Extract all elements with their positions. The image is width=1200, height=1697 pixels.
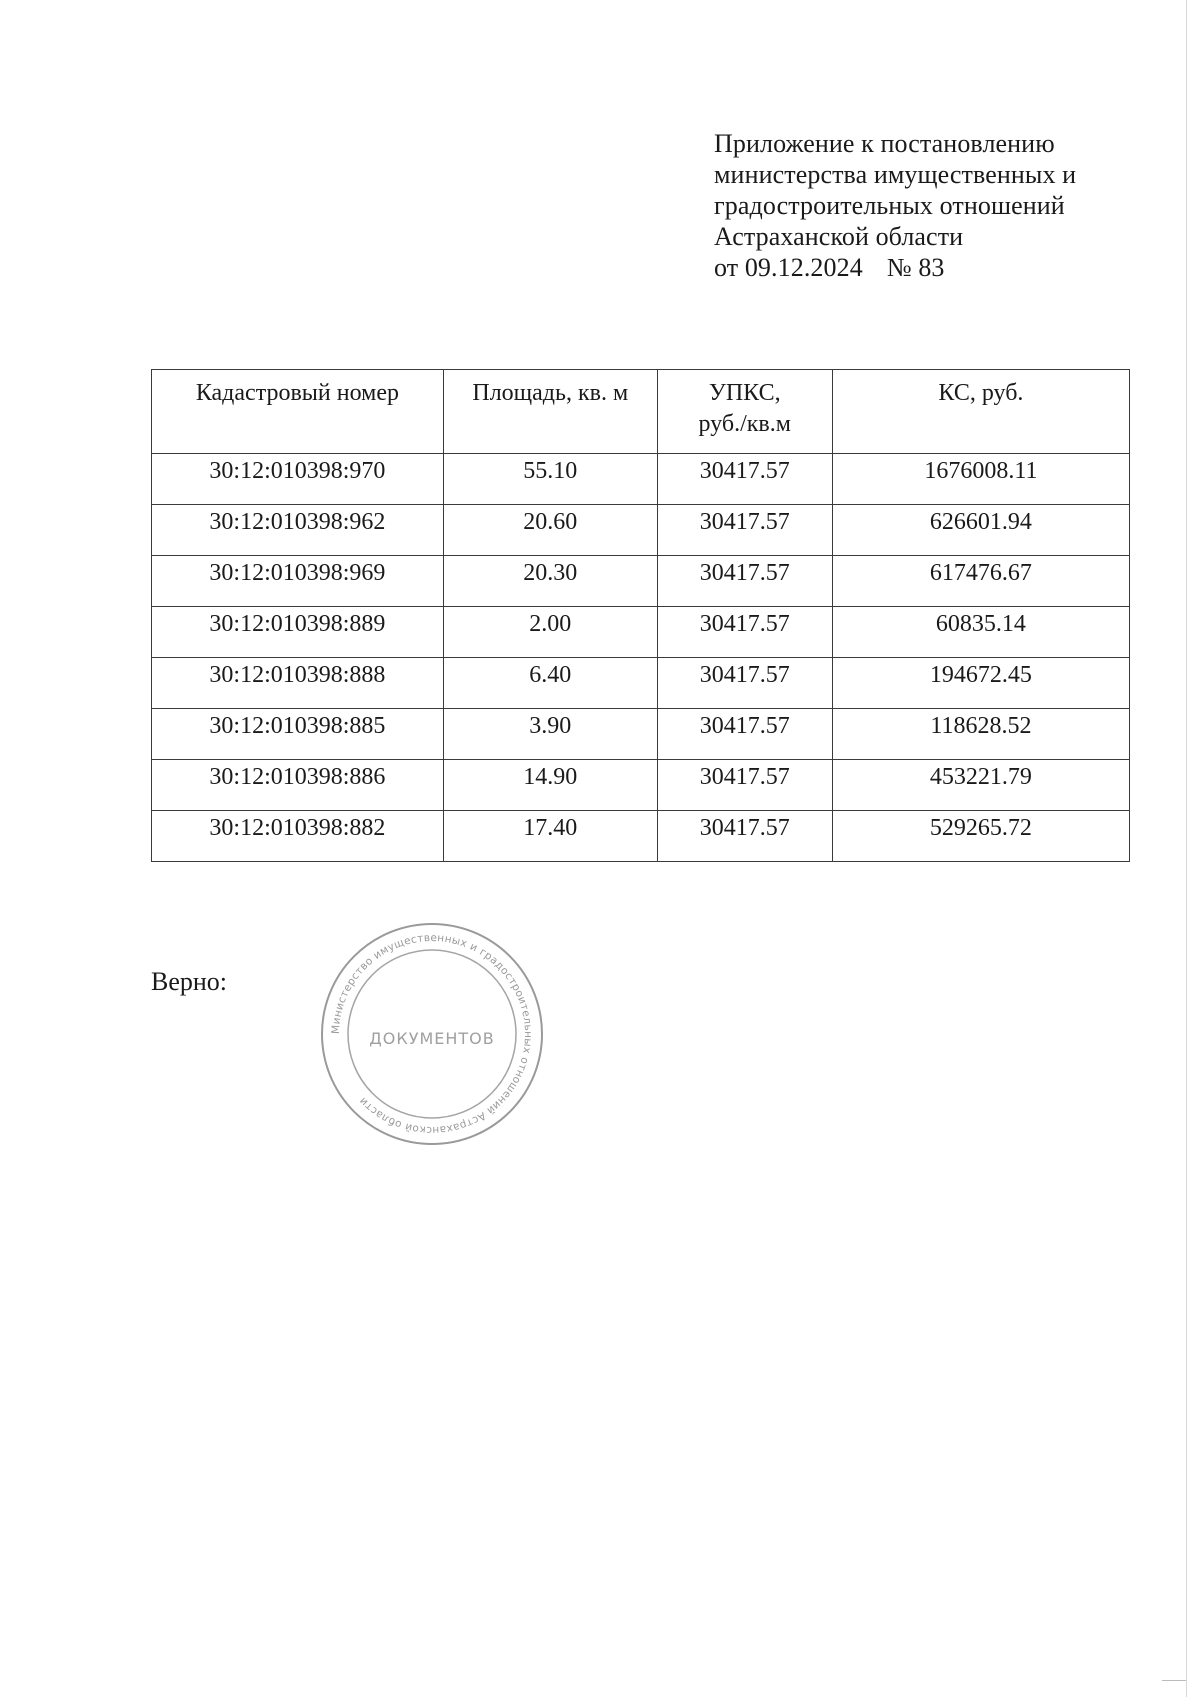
cell-cadastral-number: 30:12:010398:888	[152, 658, 444, 709]
appendix-number: № 83	[886, 253, 945, 282]
appendix-date-line	[714, 252, 1076, 283]
appendix-date: от 09.12.2024	[714, 253, 863, 282]
certified-label: Верно:	[151, 967, 228, 996]
cell-area: 55.10	[443, 454, 657, 505]
cell-cadastral-number: 30:12:010398:886	[152, 760, 444, 811]
cell-cadastral-value: 194672.45	[832, 658, 1129, 709]
cell-area: 20.30	[443, 556, 657, 607]
cell-area: 3.90	[443, 709, 657, 760]
cell-area: 20.60	[443, 505, 657, 556]
column-header-specific-value-line-1: УПКС,	[708, 380, 781, 406]
table-row	[152, 811, 1130, 862]
cell-cadastral-number: 30:12:010398:969	[152, 556, 444, 607]
column-header-cadastral-number: Кадастровый номер	[152, 370, 444, 454]
cell-cadastral-value: 60835.14	[832, 607, 1129, 658]
cell-cadastral-value: 1676008.11	[832, 454, 1129, 505]
column-header-cadastral-value: КС, руб.	[832, 370, 1129, 454]
table-row	[152, 454, 1130, 505]
cell-specific-value: 30417.57	[657, 556, 832, 607]
cell-specific-value: 30417.57	[657, 607, 832, 658]
cell-specific-value: 30417.57	[657, 811, 832, 862]
cell-area: 17.40	[443, 811, 657, 862]
cell-specific-value: 30417.57	[657, 505, 832, 556]
cell-cadastral-number: 30:12:010398:962	[152, 505, 444, 556]
cell-cadastral-value: 529265.72	[832, 811, 1129, 862]
cell-cadastral-number: 30:12:010398:889	[152, 607, 444, 658]
cell-specific-value: 30417.57	[657, 658, 832, 709]
cell-specific-value: 30417.57	[657, 760, 832, 811]
page-corner-mark	[1162, 1680, 1186, 1681]
cell-cadastral-value: 118628.52	[832, 709, 1129, 760]
seal-outer-text: Министерство имущественных и градостроительных отношений Астраханской области	[329, 931, 535, 1137]
appendix-header-line-4: Астраханской области	[714, 222, 964, 251]
cell-area: 6.40	[443, 658, 657, 709]
cell-cadastral-value: 453221.79	[832, 760, 1129, 811]
page-edge-line	[1186, 0, 1187, 1697]
appendix-header	[714, 128, 1076, 283]
appendix-header-line-3: градостроительных отношений	[714, 191, 1065, 220]
cell-specific-value: 30417.57	[657, 454, 832, 505]
seal-inner-text: ДОКУМЕНТОВ	[369, 1029, 495, 1048]
table-row	[152, 709, 1130, 760]
table-row	[152, 760, 1130, 811]
appendix-header-line-1: Приложение к постановлению	[714, 129, 1055, 158]
cell-area: 2.00	[443, 607, 657, 658]
cell-cadastral-number: 30:12:010398:882	[152, 811, 444, 862]
cell-area: 14.90	[443, 760, 657, 811]
column-header-specific-value	[657, 370, 832, 454]
cell-cadastral-value: 626601.94	[832, 505, 1129, 556]
column-header-specific-value-line-2: руб./кв.м	[698, 411, 791, 437]
cell-cadastral-number: 30:12:010398:970	[152, 454, 444, 505]
table-row	[152, 658, 1130, 709]
cell-cadastral-value: 617476.67	[832, 556, 1129, 607]
official-seal-stamp	[318, 920, 546, 1148]
table-row	[152, 556, 1130, 607]
cadastral-value-table	[151, 369, 1130, 862]
table-row	[152, 607, 1130, 658]
cell-cadastral-number: 30:12:010398:885	[152, 709, 444, 760]
appendix-header-line-2: министерства имущественных и	[714, 160, 1077, 189]
cell-specific-value: 30417.57	[657, 709, 832, 760]
table-row	[152, 505, 1130, 556]
column-header-area: Площадь, кв. м	[443, 370, 657, 454]
table-header-row	[152, 370, 1130, 454]
